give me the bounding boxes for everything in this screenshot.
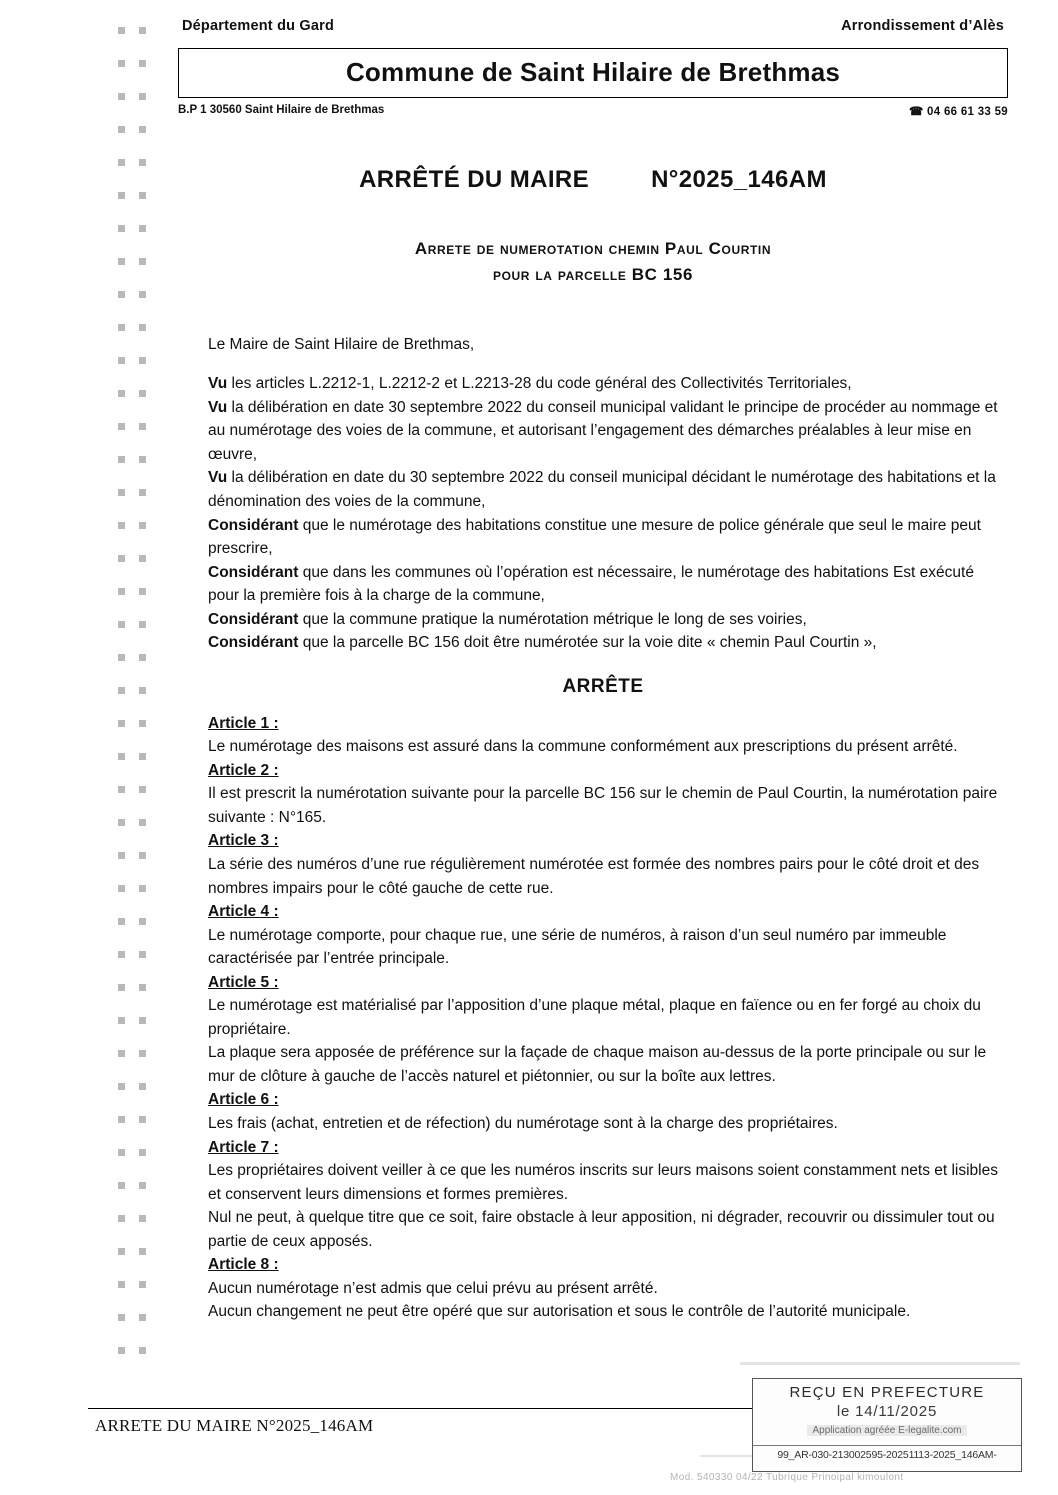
article-paragraph: Aucun changement ne peut être opéré que sur autorisation et sous le contrôle de l’autorité municipale. [208, 1303, 911, 1321]
visa-prefix: Considérant [208, 610, 299, 628]
visa-prefix: Considérant [208, 563, 299, 581]
visa-text: que la commune pratique la numérotation métrique le long de ses voiries, [298, 610, 807, 628]
prefecture-stamp [752, 1378, 1022, 1472]
article-heading: Article 1 : [208, 714, 279, 732]
visa-prefix: Vu [208, 398, 228, 416]
stamp-line-reference: 99_AR-030-213002595-20251113-2025_146AM- [753, 1445, 1021, 1461]
decree-title: ARRÊTÉ DU MAIRE [359, 166, 590, 193]
decree-title-row [178, 166, 1008, 194]
visa-text: la délibération en date du 30 septembre 2022 du conseil municipal décidant le numérotage des habitations et la dénomination des voies de la commune, [208, 469, 996, 510]
decree-object-line2: pour la parcelle BC 156 [492, 265, 694, 285]
article-heading: Article 3 : [208, 832, 279, 850]
article-paragraph: La plaque sera apposée de préférence sur la façade de chaque maison au-dessus de la porte principale ou sur le mur de clôture à gauche de l’accès naturel et piétonnier, ou sur la boîte aux lettres. [208, 1044, 987, 1085]
phone-number: ☎ 04 66 61 33 59 [908, 106, 1008, 118]
visa-text: que la parcelle BC 156 doit être numérotée sur la voie dite « chemin Paul Courtin », [298, 634, 877, 652]
scan-smudge [740, 1362, 1020, 1365]
visa-text: les articles L.2212-1, L.2212-2 et L.2213-28 du code général des Collectivités Territoriales, [227, 375, 852, 393]
article-paragraph: Les frais (achat, entretien et de réfection) du numérotage sont à la charge des propriétaires. [208, 1114, 838, 1132]
article-paragraph: Les propriétaires doivent veiller à ce que les numéros inscrits sur leurs maisons soient constamment nets et lisibles et conservent leurs dimensions et formes premières. [208, 1162, 998, 1203]
visa-text: la délibération en date 30 septembre 2022 du conseil municipal validant le principe de procéder au nommage et au numérotage des voies de la commune, et autorisant l’engagement des démarches préalables à leur mise en œuvre, [208, 398, 998, 463]
arrondissement-label: Arrondissement d’Alès [841, 18, 1004, 34]
article-heading: Article 2 : [208, 761, 279, 779]
visa-prefix: Considérant [208, 634, 299, 652]
stamp-line-application: Application agréée E-legalite.com [807, 1425, 968, 1436]
commune-name: Commune de Saint Hilaire de Brethmas [345, 57, 841, 87]
article-paragraph: Le numérotage comporte, pour chaque rue, une série de numéros, à raison d’un seul numéro par immeuble caractérisée par l’entrée principale. [208, 926, 947, 968]
stamp-line-received: REÇU EN PREFECTURE [789, 1384, 985, 1401]
visa-item [208, 372, 998, 396]
postal-address: B.P 1 30560 Saint Hilaire de Brethmas [178, 104, 385, 116]
article-paragraph: Nul ne peut, à quelque titre que ce soit, faire obstacle à leur apposition, ni dégrader, recouvrir ou dissimuler tout ou partie de ceux apposés. [208, 1209, 995, 1250]
article-paragraph: Il est prescrit la numérotation suivante pour la parcelle BC 156 sur le chemin de Paul Courtin, la numérotation paire suivante : N°165. [208, 785, 998, 826]
footer-text: ARRETE DU MAIRE N°2025_146AM [95, 1416, 374, 1435]
visa-item [208, 631, 998, 655]
article-paragraph: Aucun numérotage n’est admis que celui prévu au présent arrêté. [208, 1279, 658, 1297]
article-heading: Article 5 : [208, 973, 279, 991]
commune-title-box [178, 48, 1008, 98]
article-heading: Article 8 : [208, 1256, 279, 1274]
visa-prefix: Vu [208, 469, 228, 487]
visa-item [208, 466, 998, 513]
visa-item [208, 561, 998, 608]
article-heading: Article 6 : [208, 1091, 279, 1109]
decree-number: N°2025_146AM [651, 166, 827, 193]
scan-artifact-dots [118, 14, 158, 1414]
visa-item [208, 608, 998, 632]
document-header [178, 18, 1008, 34]
decree-body [178, 333, 1008, 1324]
article-paragraph: La série des numéros d’une rue régulièrement numérotée est formée des nombres pairs pour le côté droit et des nombres impairs pour le côté gauche de cette rue. [208, 855, 980, 897]
visa-prefix: Vu [208, 375, 228, 393]
visa-item [208, 396, 998, 467]
visa-text: que le numérotage des habitations constitue une mesure de police générale que seul le maire peut prescrire, [208, 516, 981, 558]
visa-text: que dans les communes où l’opération est nécessaire, le numérotage des habitations Est exécuté pour la première fois à la charge de la commune, [208, 563, 974, 605]
article-heading: Article 7 : [208, 1138, 279, 1156]
stamp-line-date: le 14/11/2025 [836, 1403, 938, 1420]
department-label: Département du Gard [182, 18, 335, 34]
visa-item [208, 514, 998, 561]
contact-row [178, 104, 1008, 118]
decree-object [178, 236, 1008, 289]
faint-print-marking: Mod. 540330 04/22 Tubrique Prinoipal kimoulont [670, 1472, 904, 1483]
decree-object-line1: Arrete de numerotation chemin Paul Courtin [414, 239, 772, 258]
arrete-keyword: ARRÊTE [562, 675, 644, 697]
body-intro: Le Maire de Saint Hilaire de Brethmas, [208, 335, 475, 353]
document-content [178, 18, 1008, 1324]
visa-prefix: Considérant [208, 516, 299, 534]
article-heading: Article 4 : [208, 903, 279, 921]
article-paragraph: Le numérotage est matérialisé par l’apposition d’une plaque métal, plaque en faïence ou en fer forgé au choix du propriétaire. [208, 997, 981, 1038]
article-paragraph: Le numérotage des maisons est assuré dans la commune conformément aux prescriptions du présent arrêté. [208, 738, 958, 756]
